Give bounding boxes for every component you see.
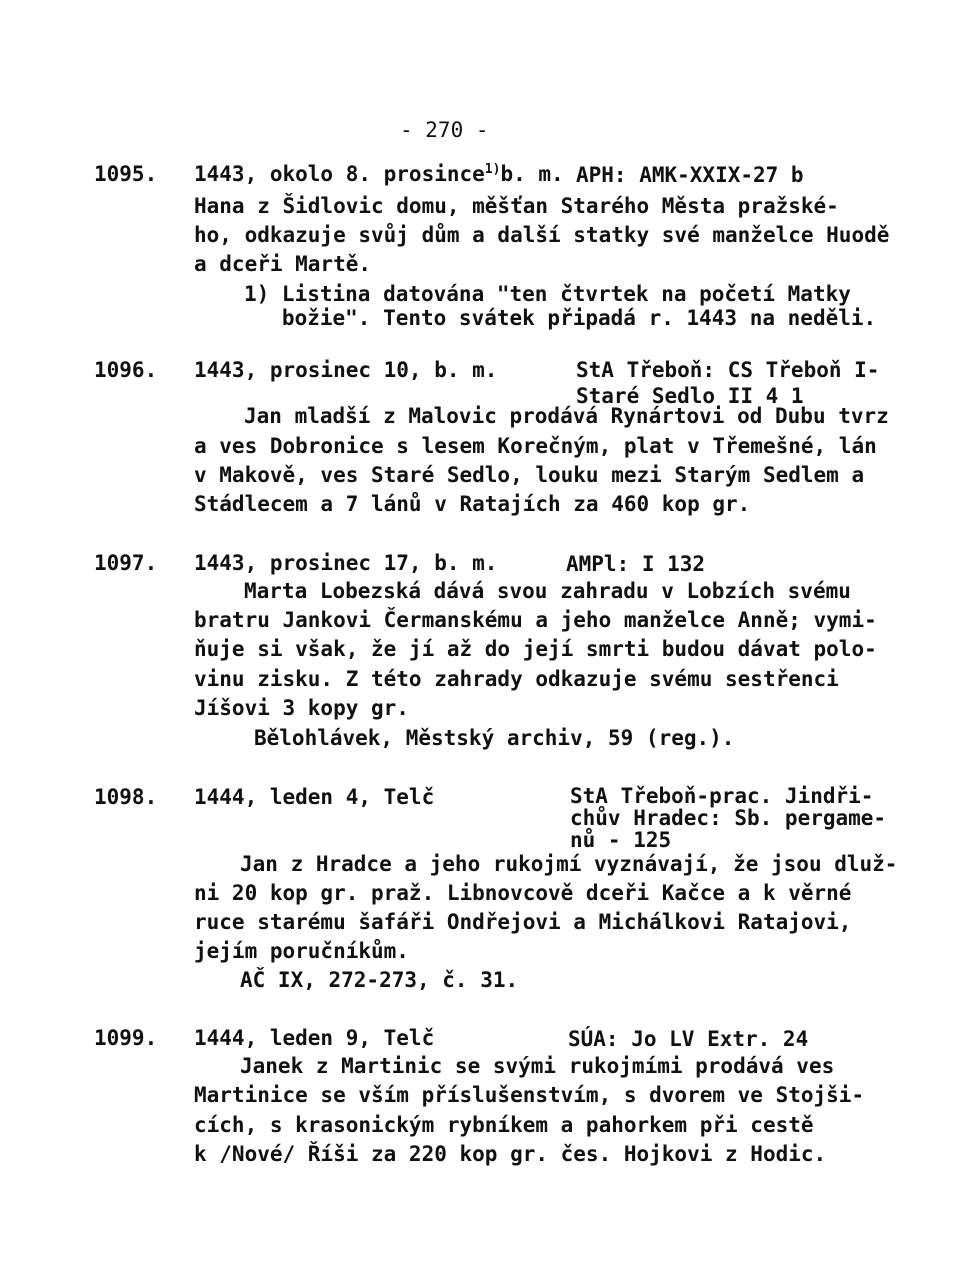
- entry-text-line: v Makově, ves Staré Sedlo, louku mezi Starým Sedlem a: [194, 463, 865, 487]
- entry-text-line: Martinice se vším příslušenstvím, s dvorem ve Stojši-: [194, 1083, 865, 1107]
- entry-date: 1444, leden 9, Telč: [194, 1026, 435, 1050]
- entry-text-line: Janek z Martinic se svými rukojmími prodává ves: [240, 1054, 835, 1078]
- entry-text-line: Hana z Šidlovic domu, měšťan Starého Města pražské-: [194, 194, 839, 218]
- entry-text-line: bratru Jankovi Čermanskému a jeho manželce Anně; vymi-: [194, 608, 877, 632]
- entry-number: 1099.: [94, 1026, 158, 1050]
- entry-text-line: jejím poručníkům.: [194, 939, 409, 963]
- entry-number: 1098.: [94, 785, 158, 809]
- entry-source: AČ IX, 272-273, č. 31.: [240, 968, 519, 992]
- footnote-marker: 1): [484, 162, 501, 177]
- entry-archive: APH: AMK-XXIX-27 b: [576, 163, 804, 187]
- entry-archive: AMPl: I 132: [566, 552, 706, 576]
- entry-text-line: Jíšovi 3 kopy gr.: [194, 696, 409, 720]
- entry-text-line: cích, s krasonickým rybníkem a pahorkem při cestě: [194, 1113, 814, 1137]
- archive-line: Staré Sedlo II 4 1: [576, 384, 804, 408]
- entry-text-line: ni 20 kop gr. praž. Libnovcově dceři Kačce a k věrné: [194, 881, 852, 905]
- page-number: - 270 -: [400, 118, 489, 142]
- entry-source: Bělohlávek, Městský archiv, 59 (reg.).: [254, 726, 735, 750]
- entry-text-line: ho, odkazuje svůj dům a další statky své manželce Huodě: [194, 223, 890, 247]
- entry-number: 1096.: [94, 358, 158, 382]
- entry-text-line: k /Nové/ Říši za 220 kop gr. čes. Hojkovi z Hodic.: [194, 1142, 827, 1166]
- entry-archive: [570, 785, 886, 851]
- entry-date: 1443, prosinec 17, b. m.: [194, 551, 498, 575]
- entry-text-line: ruce starému šafáři Ondřejovi a Michálkovi Ratajovi,: [194, 910, 852, 934]
- entry-text-line: vinu zisku. Z této zahrady odkazuje svému sestřenci: [194, 667, 839, 691]
- entry-archive: [576, 357, 879, 409]
- entry-date-suffix: b. m.: [500, 162, 564, 186]
- entry-number: 1095.: [94, 162, 158, 186]
- entry-date: [194, 162, 564, 186]
- entry-date-text: 1443, okolo 8. prosince: [194, 162, 485, 186]
- archive-line: StA Třeboň: CS Třeboň I-: [576, 358, 880, 382]
- entry-text-line: a dceři Martě.: [194, 252, 372, 276]
- entry-text-line: ňuje si však, že jí až do její smrti budou dávat polo-: [194, 637, 877, 661]
- footnote-line: 1) Listina datována "ten čtvrtek na početí Matky: [244, 282, 851, 306]
- archive-line: nů - 125: [570, 828, 672, 852]
- archive-line: StA Třeboň-prac. Jindři-: [570, 784, 874, 808]
- entry-date: 1443, prosinec 10, b. m.: [194, 358, 498, 382]
- entry-archive: SÚA: Jo LV Extr. 24: [568, 1027, 809, 1051]
- entry-text-line: Marta Lobezská dává svou zahradu v Lobzích svému: [244, 579, 851, 603]
- entry-text-line: Jan z Hradce a jeho rukojmí vyznávají, že jsou dluž-: [240, 852, 898, 876]
- entry-number: 1097.: [94, 551, 158, 575]
- entry-text-line: Jan mladší z Malovic prodává Rynártovi od Dubu tvrz: [244, 404, 889, 428]
- footnote-line: božie". Tento svátek připadá r. 1443 na neděli.: [244, 306, 877, 330]
- entry-date: 1444, leden 4, Telč: [194, 785, 435, 809]
- archive-line: chův Hradec: Sb. pergame-: [570, 806, 887, 830]
- entry-text-line: a ves Dobronice s lesem Korečným, plat v Třemešné, lán: [194, 434, 877, 458]
- entry-text-line: Stádlecem a 7 lánů v Ratajích za 460 kop gr.: [194, 492, 751, 516]
